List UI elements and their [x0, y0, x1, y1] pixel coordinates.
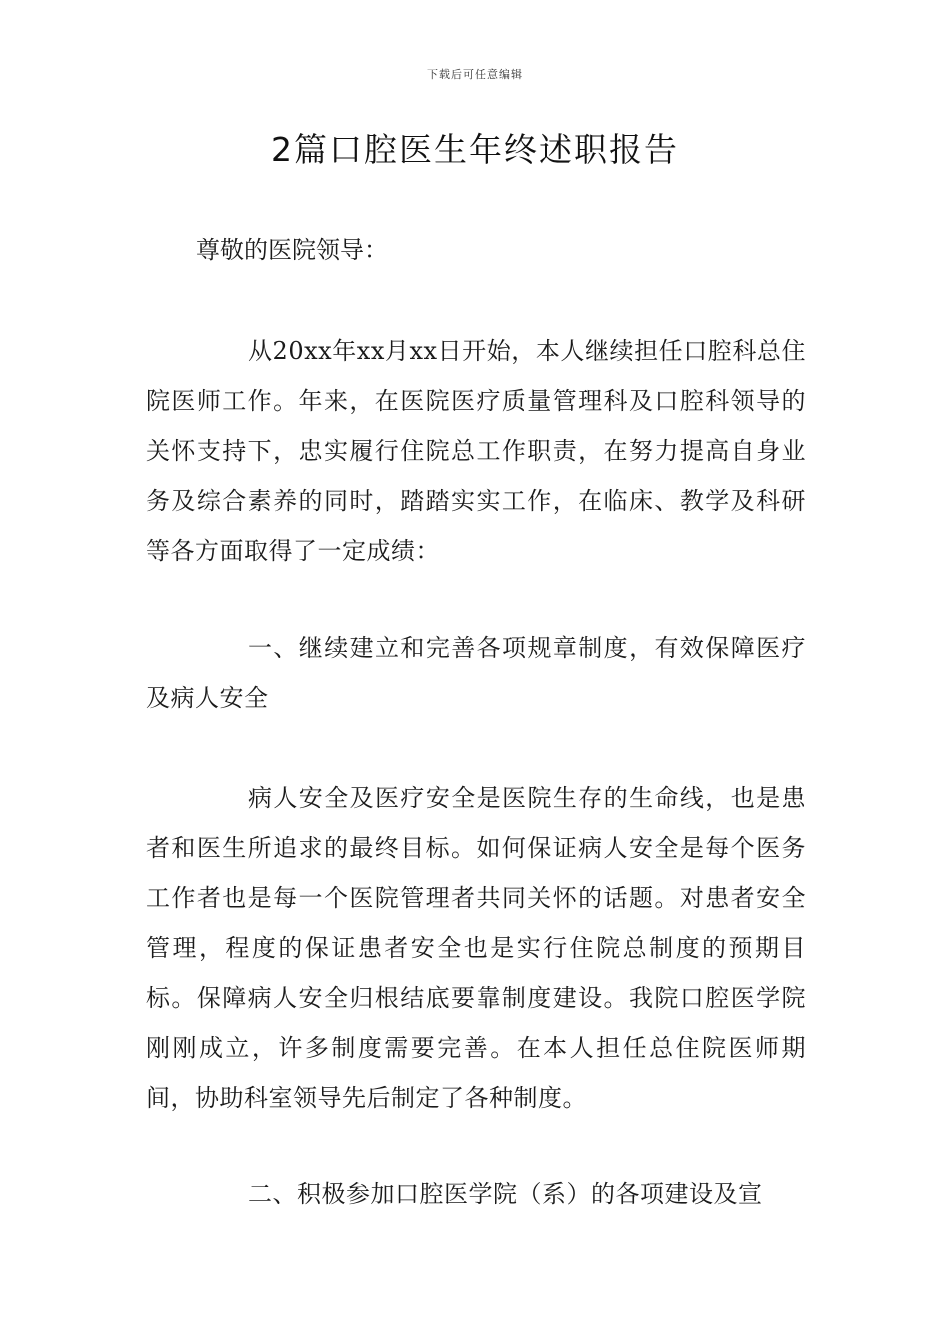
paragraph-safety: 病人安全及医疗安全是医院生存的生命线，也是患者和医生所追求的最终目标。如何保证病人安全是每个医务工作者也是每一个医院管理者共同关怀的话题。对患者安全管理，程度的保证患者安全也是实行住院总制度的预期目标。保障病人安全归根结底要靠制度建设。我院口腔医学院刚刚成立，许多制度需要完善。在本人担任总住院医师期间，协助科室领导先后制定了各种制度。 [146, 784, 806, 1112]
salutation: 尊敬的医院领导： [196, 236, 388, 264]
section-heading-2: 二、积极参加口腔医学院（系）的各项建设及宣 [248, 1180, 763, 1208]
header-note: 下载后可任意编辑 [427, 68, 523, 81]
paragraph-intro: 从20xx年xx月xx日开始，本人继续担任口腔科总住院医师工作。年来，在医院医疗质量管理科及口腔科领导的关怀支持下，忠实履行住院总工作职责，在努力提高自身业务及综合素养的同时，踏踏实实工作，在临床、教学及科研等各方面取得了一定成绩： [146, 337, 806, 565]
document-title: 2篇口腔医生年终述职报告 [271, 130, 679, 169]
section-heading-1: 一、继续建立和完善各项规章制度，有效保障医疗及病人安全 [146, 634, 806, 712]
